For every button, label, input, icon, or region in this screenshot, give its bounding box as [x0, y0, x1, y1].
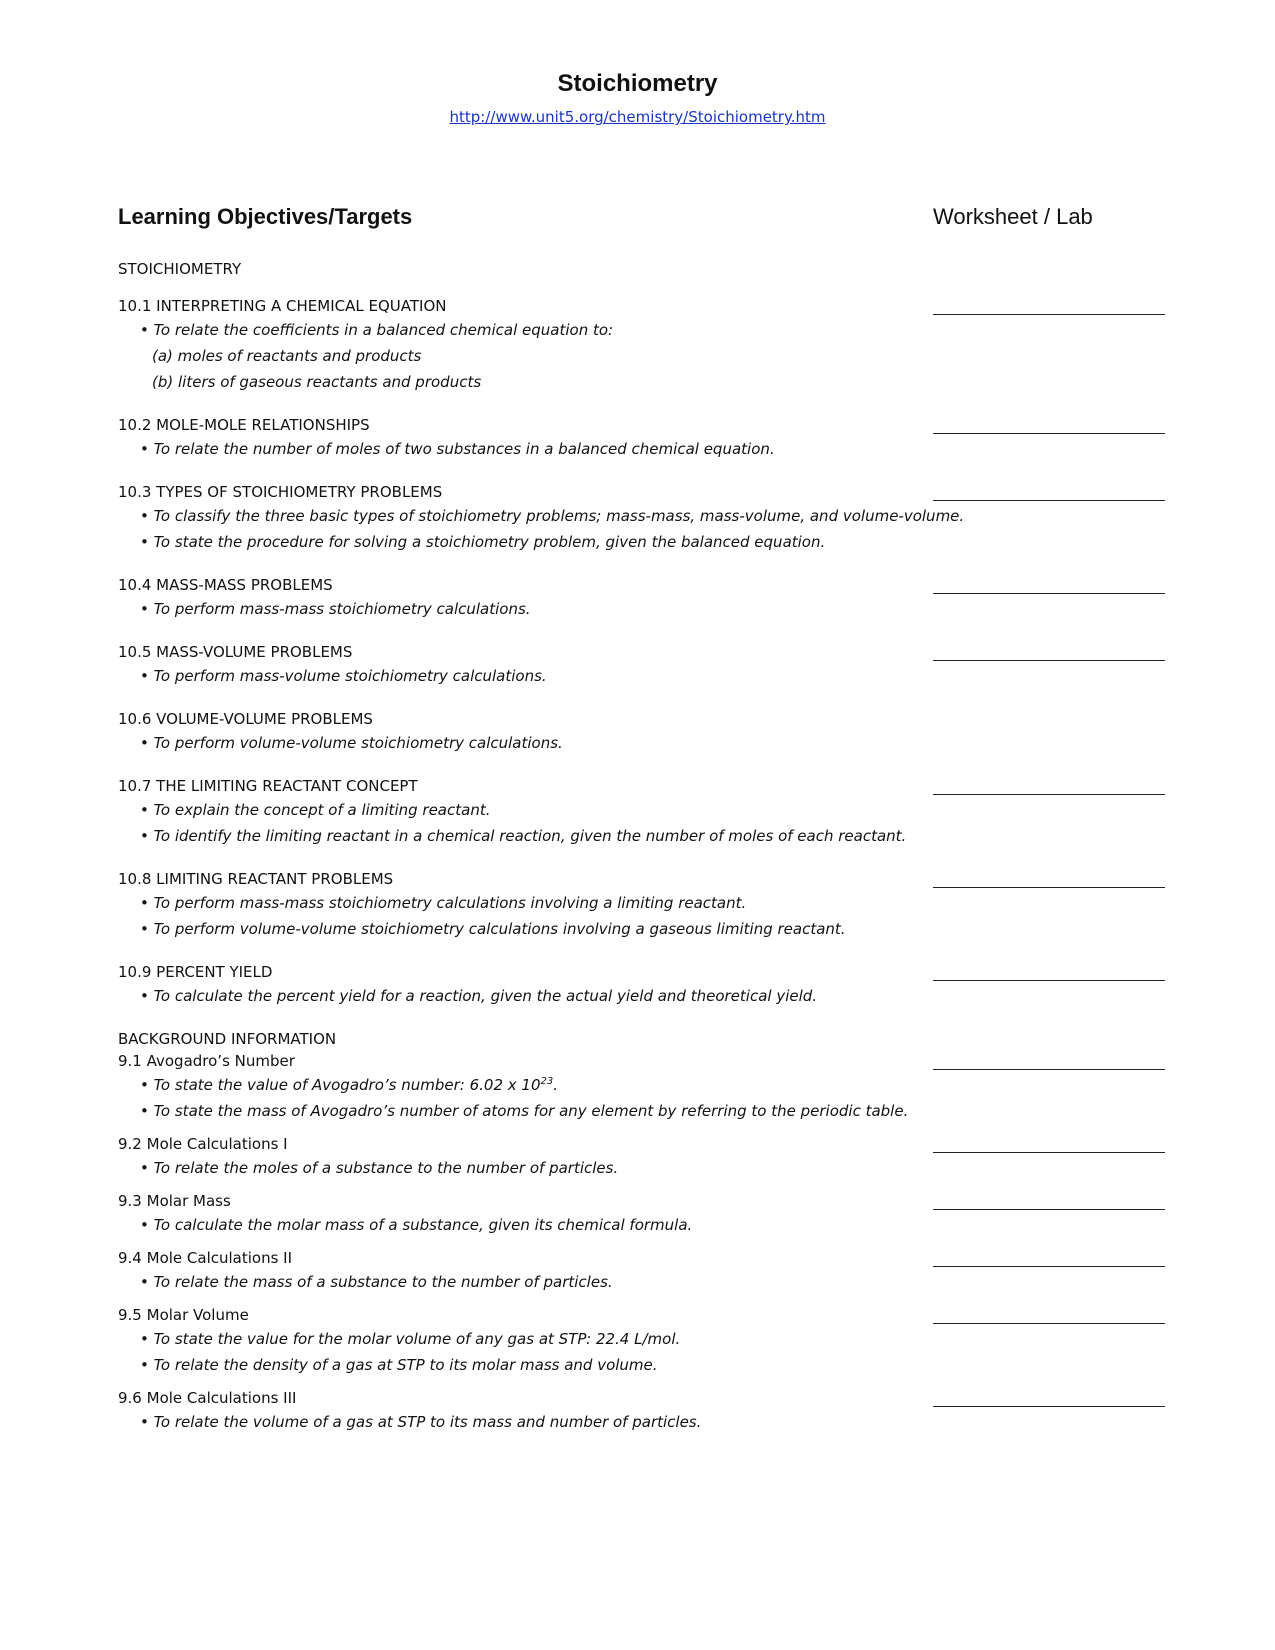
- objective-text: • To state the value of Avogadro’s number: 6.02 x 10: [140, 1076, 541, 1094]
- objective-heading-text: 9.1 Avogadro’s Number: [118, 1052, 295, 1070]
- worksheet-blank-line[interactable]: [933, 1247, 1165, 1267]
- source-link[interactable]: http://www.unit5.org/chemistry/Stoichiometry.htm: [449, 108, 826, 126]
- objective-text: • To relate the mass of a substance to the number of particles.: [140, 1273, 613, 1291]
- objective-bullet: [118, 890, 1168, 916]
- objective-heading-text: 10.8 LIMITING REACTANT PROBLEMS: [118, 870, 394, 888]
- worksheet-blank-line[interactable]: [933, 1304, 1165, 1324]
- objective-heading: [118, 868, 1168, 890]
- objective-text: • To state the mass of Avogadro’s number of atoms for any element by referring to the periodic table.: [140, 1102, 909, 1120]
- objective-block: [118, 1247, 1168, 1295]
- objective-heading-text: 10.9 PERCENT YIELD: [118, 963, 273, 981]
- worksheet-blank-line[interactable]: [933, 481, 1165, 501]
- worksheet-blank-line[interactable]: [933, 574, 1165, 594]
- objective-block: [118, 1050, 1168, 1124]
- objective-subitem: [118, 369, 1168, 395]
- objective-text: • To calculate the molar mass of a substance, given its chemical formula.: [140, 1216, 693, 1234]
- objective-text: • To relate the volume of a gas at STP to its mass and number of particles.: [140, 1413, 702, 1431]
- objective-heading: [118, 775, 1168, 797]
- objective-text: • To calculate the percent yield for a reaction, given the actual yield and theoretical yield.: [140, 987, 818, 1005]
- objective-bullet: [118, 317, 1168, 343]
- section-heading-stoichiometry: STOICHIOMETRY: [118, 260, 242, 278]
- objective-heading-text: 9.2 Mole Calculations I: [118, 1135, 288, 1153]
- objective-text: • To state the value for the molar volume of any gas at STP: 22.4 L/mol.: [140, 1330, 681, 1348]
- objective-bullet: [118, 730, 1168, 756]
- objective-text: • To relate the moles of a substance to the number of particles.: [140, 1159, 619, 1177]
- worksheet-blank-line[interactable]: [933, 868, 1165, 888]
- objective-text-end: .: [553, 1076, 559, 1094]
- objective-text: • To perform volume-volume stoichiometry calculations.: [140, 734, 563, 752]
- worksheet-blank-line[interactable]: [933, 295, 1165, 315]
- worksheet-blank-line[interactable]: [933, 1387, 1165, 1407]
- objective-bullet: [118, 503, 1168, 529]
- objective-text: • To classify the three basic types of stoichiometry problems; mass-mass, mass-volume, and volume-volume.: [140, 507, 965, 525]
- objective-bullet: [118, 1098, 1168, 1124]
- objectives-body: [118, 258, 1168, 1444]
- objective-block: [118, 481, 1168, 555]
- objective-heading-text: 9.4 Mole Calculations II: [118, 1249, 293, 1267]
- objective-block: [118, 1190, 1168, 1238]
- objective-heading: [118, 641, 1168, 663]
- section-heading-background: BACKGROUND INFORMATION: [118, 1030, 337, 1048]
- objective-text: • To perform mass-mass stoichiometry calculations.: [140, 600, 531, 618]
- objective-bullet: [118, 663, 1168, 689]
- objective-block: [118, 708, 1168, 756]
- objective-block: [118, 1387, 1168, 1435]
- objective-text: • To perform mass-mass stoichiometry calculations involving a limiting reactant.: [140, 894, 747, 912]
- objective-bullet: [118, 916, 1168, 942]
- objective-bullet: [118, 1212, 1168, 1238]
- objective-text: (b) liters of gaseous reactants and products: [152, 373, 482, 391]
- objective-heading-text: 9.3 Molar Mass: [118, 1192, 231, 1210]
- objective-heading: [118, 481, 1168, 503]
- objective-text: • To perform volume-volume stoichiometry calculations involving a gaseous limiting reactant.: [140, 920, 846, 938]
- objective-bullet: [118, 797, 1168, 823]
- worksheet-blank-line[interactable]: [933, 414, 1165, 434]
- objective-bullet: [118, 1072, 1168, 1098]
- objective-block: [118, 868, 1168, 942]
- objective-heading-text: 9.5 Molar Volume: [118, 1306, 249, 1324]
- worksheet-blank-line[interactable]: [933, 775, 1165, 795]
- objective-text: • To relate the coefficients in a balanced chemical equation to:: [140, 321, 614, 339]
- objective-heading: [118, 1050, 1168, 1072]
- objective-heading-text: 10.2 MOLE-MOLE RELATIONSHIPS: [118, 416, 370, 434]
- objective-bullet: [118, 596, 1168, 622]
- objective-bullet: [118, 1155, 1168, 1181]
- objective-heading: [118, 574, 1168, 596]
- objective-block: [118, 295, 1168, 395]
- objective-text: • To relate the number of moles of two substances in a balanced chemical equation.: [140, 440, 775, 458]
- background-list: [118, 1050, 1168, 1435]
- worksheet-blank-line[interactable]: [933, 1190, 1165, 1210]
- objective-heading: [118, 708, 1168, 730]
- objective-text: • To perform mass-volume stoichiometry calculations.: [140, 667, 547, 685]
- objective-block: [118, 414, 1168, 462]
- objective-heading: [118, 1304, 1168, 1326]
- worksheet-blank-line[interactable]: [933, 1133, 1165, 1153]
- objective-heading: [118, 961, 1168, 983]
- objective-text: • To identify the limiting reactant in a chemical reaction, given the number of moles of each reactant.: [140, 827, 907, 845]
- objective-heading: [118, 1387, 1168, 1409]
- worksheet-blank-line[interactable]: [933, 961, 1165, 981]
- objective-bullet: [118, 436, 1168, 462]
- objective-block: [118, 775, 1168, 849]
- objective-bullet: [118, 983, 1168, 1009]
- objective-bullet: [118, 1352, 1168, 1378]
- objective-block: [118, 1133, 1168, 1181]
- objective-text: • To explain the concept of a limiting reactant.: [140, 801, 491, 819]
- objective-bullet: [118, 1269, 1168, 1295]
- objective-heading-text: 10.1 INTERPRETING A CHEMICAL EQUATION: [118, 297, 447, 315]
- objective-block: [118, 961, 1168, 1009]
- worksheet-blank-line[interactable]: [933, 1050, 1165, 1070]
- objective-heading: [118, 1247, 1168, 1269]
- objective-block: [118, 574, 1168, 622]
- page-title: Stoichiometry: [557, 70, 718, 97]
- objective-bullet: [118, 1409, 1168, 1435]
- topics-list: [118, 295, 1168, 1009]
- objective-block: [118, 641, 1168, 689]
- exponent: 23: [540, 1076, 554, 1087]
- objective-heading-text: 10.7 THE LIMITING REACTANT CONCEPT: [118, 777, 418, 795]
- objective-text: • To relate the density of a gas at STP to its molar mass and volume.: [140, 1356, 658, 1374]
- objective-block: [118, 1304, 1168, 1378]
- objective-bullet: [118, 823, 1168, 849]
- objectives-header: Learning Objectives/Targets: [118, 204, 413, 229]
- objective-heading-text: 10.6 VOLUME-VOLUME PROBLEMS: [118, 710, 373, 728]
- objective-heading-text: 10.4 MASS-MASS PROBLEMS: [118, 576, 333, 594]
- objective-heading: [118, 1133, 1168, 1155]
- objective-bullet: [118, 529, 1168, 555]
- objective-text: (a) moles of reactants and products: [152, 347, 422, 365]
- objective-text: • To state the procedure for solving a stoichiometry problem, given the balanced equation.: [140, 533, 826, 551]
- objective-heading-text: 9.6 Mole Calculations III: [118, 1389, 297, 1407]
- objective-heading: [118, 414, 1168, 436]
- objective-bullet: [118, 1326, 1168, 1352]
- objective-heading-text: 10.3 TYPES OF STOICHIOMETRY PROBLEMS: [118, 483, 443, 501]
- objective-heading-text: 10.5 MASS-VOLUME PROBLEMS: [118, 643, 353, 661]
- objective-heading: [118, 1190, 1168, 1212]
- worksheet-lab-header: Worksheet / Lab: [933, 204, 1093, 229]
- objective-subitem: [118, 343, 1168, 369]
- worksheet-blank-line[interactable]: [933, 641, 1165, 661]
- objective-heading: [118, 295, 1168, 317]
